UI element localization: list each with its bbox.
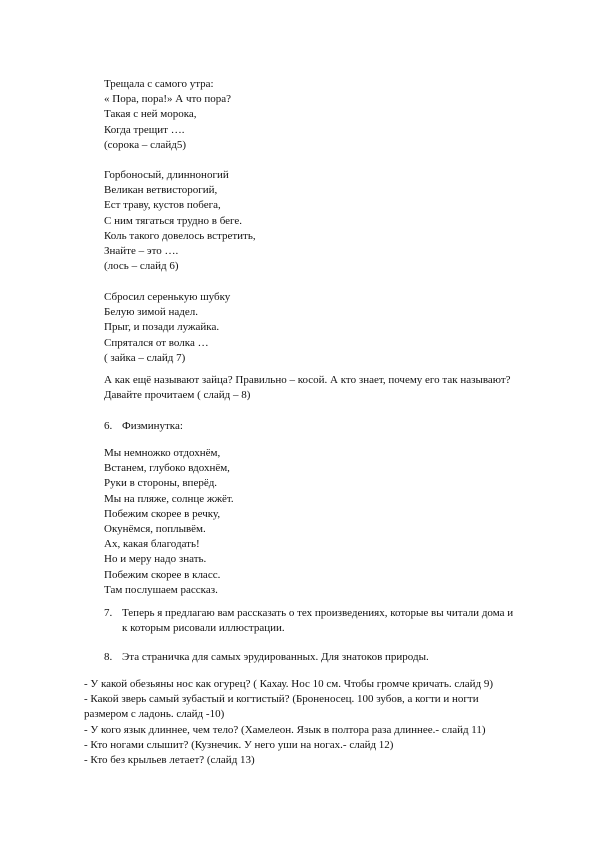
poem-moose bbox=[104, 168, 256, 274]
quiz-line: размером с ладонь. слайд -10) bbox=[84, 708, 225, 721]
poem-line: Такая с ней морока, bbox=[104, 108, 197, 121]
list-number: 7. bbox=[104, 607, 113, 619]
quiz-line: - Кто ногами слышит? (Кузнечик. У него уши на ногах.- слайд 12) bbox=[84, 738, 394, 751]
poem-line: Окунёмся, поплывём. bbox=[104, 523, 206, 536]
poem-line: Сбросил серенькую шубку bbox=[104, 291, 231, 303]
poem-answer: ( зайка – слайд 7) bbox=[104, 351, 186, 364]
poem-line: Спрятался от волка … bbox=[104, 336, 209, 349]
quiz-line: - У кого язык длиннее, чем тело? (Хамелеон. Язык в полтора раза длиннее.- слайд 11) bbox=[84, 723, 486, 736]
poem-answer: (лось – слайд 6) bbox=[104, 260, 179, 273]
hare-question-paragraph bbox=[104, 373, 554, 403]
quiz-line: - Какой зверь самый зубастый и когтистый? (Броненосец. 100 зубов, а когти и ногти bbox=[84, 693, 479, 706]
poem-line: Побежим скорее в речку, bbox=[104, 507, 221, 520]
list-item-text: Эта страничка для самых эрудированных. Для знатоков природы. bbox=[122, 651, 429, 663]
poem-line: Руки в стороны, вперёд. bbox=[104, 477, 218, 490]
paragraph-line: А как ещё называют зайца? Правильно – косой. А кто знает, почему его так называют? bbox=[104, 374, 511, 386]
poem-line: Но и меру надо знать. bbox=[104, 553, 207, 566]
poem-line: Великан ветвисторогий, bbox=[104, 184, 218, 197]
poem-line: Ест траву, кустов побега, bbox=[104, 199, 221, 212]
quiz-line: - Кто без крыльев летает? (слайд 13) bbox=[84, 754, 255, 767]
quiz-line: - У какой обезьяны нос как огурец? ( Кахау. Нос 10 см. Чтобы громче кричать. слайд 9) bbox=[84, 678, 494, 690]
poem-line: « Пора, пора!» А что пора? bbox=[104, 93, 232, 106]
poem-line: Прыг, и позади лужайка. bbox=[104, 321, 220, 334]
poem-line: Знайте – это …. bbox=[104, 245, 179, 258]
poem-line: Коль такого довелось встретить, bbox=[104, 229, 256, 242]
poem-line: Горбоносый, длинноногий bbox=[104, 169, 229, 181]
quiz-questions bbox=[84, 677, 554, 768]
poem-line: Побежим скорее в класс. bbox=[104, 568, 221, 581]
list-item-text: Теперь я предлагаю вам рассказать о тех произведениях, которые вы читали дома и bbox=[122, 607, 514, 619]
poem-hare bbox=[104, 290, 230, 366]
list-item-text: Физминутка: bbox=[122, 420, 183, 432]
list-item-7 bbox=[104, 606, 513, 636]
list-number: 6. bbox=[104, 420, 113, 432]
poem-line: Встанем, глубоко вдохнём, bbox=[104, 462, 230, 475]
list-item-8 bbox=[104, 650, 429, 665]
poem-line: С ним тягаться трудно в беге. bbox=[104, 214, 243, 227]
poem-line: Когда трещит …. bbox=[104, 123, 185, 136]
poem-line: Белую зимой надел. bbox=[104, 306, 198, 319]
poem-line: Мы на пляже, солнце жжёт. bbox=[104, 492, 234, 505]
list-item-text-continued: к которым рисовали иллюстрации. bbox=[122, 622, 285, 635]
poem-line: Мы немножко отдохнём, bbox=[104, 447, 221, 459]
list-item-6 bbox=[104, 419, 183, 434]
poem-line: Там послушаем рассказ. bbox=[104, 583, 218, 596]
poem-line: Трещала с самого утра: bbox=[104, 78, 214, 90]
poem-line: Ах, какая благодать! bbox=[104, 538, 200, 551]
poem-magpie bbox=[104, 77, 231, 153]
paragraph-line: Давайте прочитаем ( слайд – 8) bbox=[104, 389, 251, 402]
exercise-poem bbox=[104, 446, 234, 598]
list-number: 8. bbox=[104, 651, 113, 663]
poem-answer: (сорока – слайд5) bbox=[104, 138, 187, 151]
